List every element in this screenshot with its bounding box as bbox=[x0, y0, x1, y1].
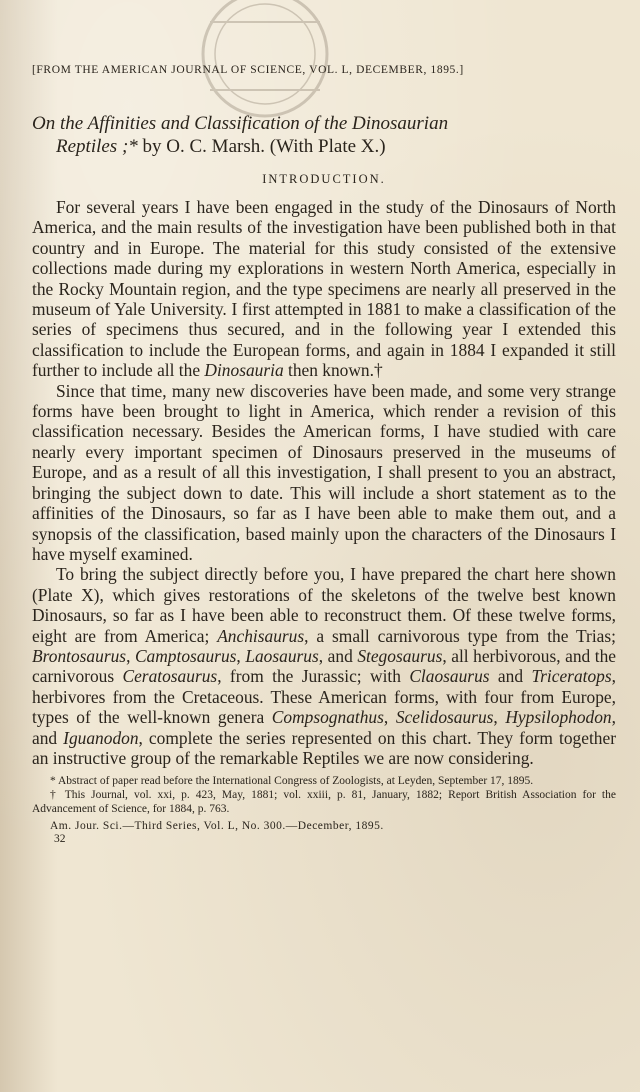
text-run: , complete the series represented on this chart. They form together an instructive group of the remarkable Reptiles we are now considering. bbox=[32, 727, 616, 768]
italic-term: Laosaurus bbox=[245, 645, 319, 666]
text-run: , bbox=[236, 645, 246, 666]
footnotes bbox=[32, 774, 616, 816]
italic-term: Iguanodon bbox=[63, 727, 139, 748]
article-title bbox=[32, 112, 616, 158]
italic-term: Scelidosaurus bbox=[395, 707, 494, 728]
journal-footer: Am. Jour. Sci.—Third Series, Vol. L, No. 300.—December, 1895. bbox=[50, 820, 384, 833]
body-text bbox=[32, 197, 616, 768]
journal-source-line: [FROM THE AMERICAN JOURNAL OF SCIENCE, VOL. L, DECEMBER, 1895.] bbox=[32, 64, 464, 76]
paragraph-3 bbox=[32, 564, 616, 768]
text-run: and bbox=[489, 666, 532, 687]
text-run: , a small carnivorous type from the Trias; bbox=[304, 625, 616, 646]
italic-term: Stegosaurus bbox=[357, 645, 443, 666]
footnote-1: * Abstract of paper read before the International Congress of Zoologists, at Leyden, September 17, 1895. bbox=[50, 775, 534, 788]
title-line-1: On the Affinities and Classification of the Dinosaurian bbox=[32, 113, 449, 134]
text-run: , all herbivorous, and the carnivorous bbox=[32, 645, 616, 687]
text-run: , and bbox=[32, 707, 616, 748]
paragraph-2 bbox=[32, 381, 616, 565]
text-run: then known.† bbox=[283, 360, 383, 381]
italic-term: Hypsilophodon bbox=[505, 707, 612, 728]
introduction-heading: INTRODUCTION. bbox=[262, 172, 386, 186]
paragraph-1 bbox=[32, 197, 616, 381]
text-run: , bbox=[383, 707, 396, 728]
italic-term: Anchisaurus bbox=[217, 625, 305, 646]
italic-term: Brontosaurus bbox=[32, 645, 127, 666]
text-run: To bring the subject directly before you, I have prepared the chart here shown (Plate X), which gives restorations of the skeletons of the twelve best known Dinosaurs, so far as I have been able to reconstruct them. Of these twelve forms, eight are from America; bbox=[32, 564, 616, 646]
title-line-2 bbox=[32, 135, 616, 158]
text-run: For several years I have been engaged in the study of the Dinosaurs of North America, and the main results of the investigation have been published both in that country and in Europe. The material for this study consisted of the extensive collections made during my explorations in western North America, especially in the Rocky Mountain region, and the type specimens are nearly all preserved in the museum of Yale University. I first attempted in 1881 to make a classification of the series of specimens thus secured, and in the following year I extended this classification to include the European forms, and again in 1884 I expanded it still further to include all the bbox=[32, 197, 616, 381]
text-run: , and bbox=[318, 645, 358, 666]
page-number: 32 bbox=[54, 833, 66, 846]
text-run: , herbivores from the Cretaceous. These American forms, with four from Europe, types of the well-known genera bbox=[32, 666, 616, 728]
text-run: Since that time, many new discoveries have been made, and some very strange forms have been brought to light in America, which render a revision of this classification necessary. Besides the American forms, I have studied with care nearly every important specimen of Dinosaurs preserved in the museums of Europe, and as a result of all this investigation, I shall present to you an abstract, bringing the subject down to date. This will include a short statement as to the affinities of the Dinosaurs, so far as I have been able to make them out, and a synopsis of the classification, based mainly upon the characters of the Dinosaurs I have myself examined. bbox=[32, 380, 616, 564]
italic-term: Dinosauria bbox=[204, 360, 284, 381]
title-line-2-italic: Reptiles ;* bbox=[56, 136, 138, 157]
italic-term: Claosaurus bbox=[409, 666, 490, 687]
italic-term: Camptosaurus bbox=[134, 645, 237, 666]
italic-term: Compsognathus bbox=[271, 707, 384, 728]
author-byline: by O. C. Marsh. bbox=[142, 136, 265, 157]
plate-reference: (With Plate X.) bbox=[269, 136, 386, 157]
footnote-2: † This Journal, vol. xxi, p. 423, May, 1881; vol. xxiii, p. 81, January, 1882; Report British Association for the Advancement of Science, for 1884, p. 763. bbox=[32, 789, 616, 816]
article-content bbox=[32, 64, 616, 845]
italic-term: Triceratops bbox=[531, 666, 612, 687]
text-run: , from the Jurassic; with bbox=[217, 666, 410, 687]
italic-term: Ceratosaurus bbox=[122, 666, 218, 687]
text-run: , bbox=[493, 707, 506, 728]
text-run: , bbox=[126, 645, 135, 666]
